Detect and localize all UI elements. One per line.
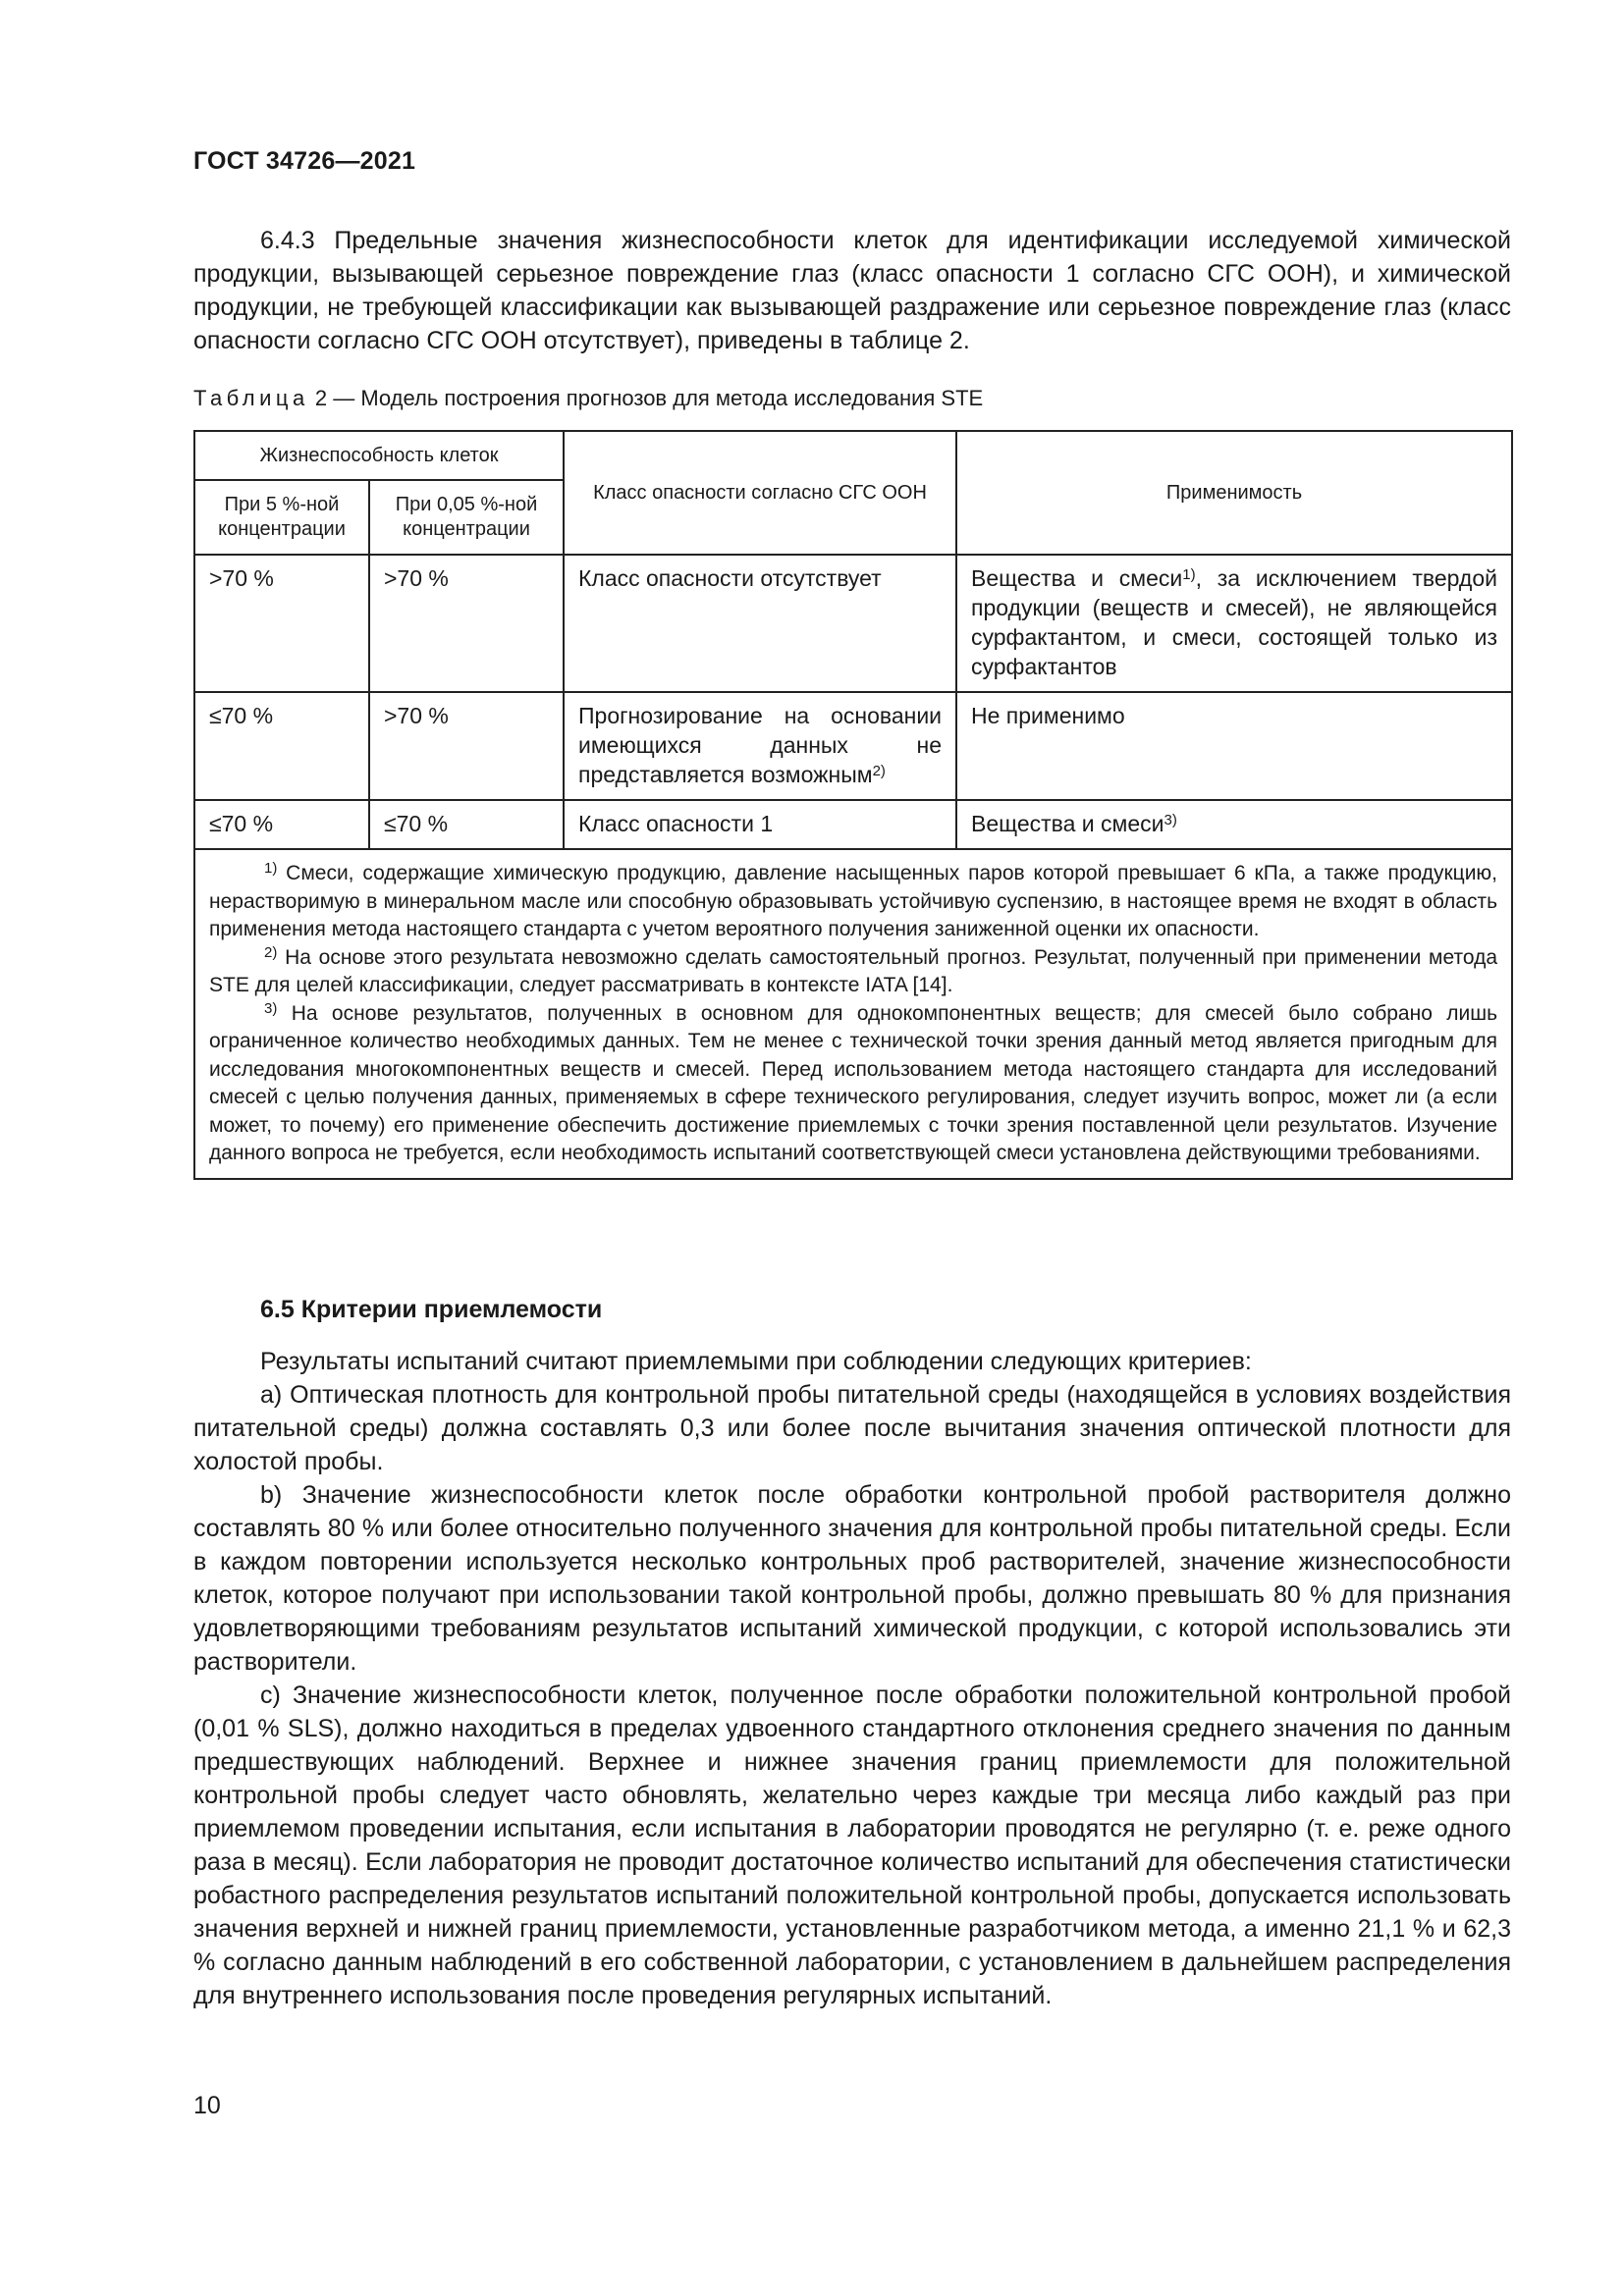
document-header: ГОСТ 34726—2021 [193, 147, 416, 175]
applicability-text: Не применимо [971, 703, 1125, 728]
table-notes-row [194, 849, 1512, 1179]
footnote-mark: 2) [264, 943, 278, 961]
hazard-text: Класс опасности отсутствует [578, 565, 882, 591]
cell-conc-5: ≤70 % [194, 692, 369, 800]
cell-conc-5: >70 % [194, 555, 369, 692]
footnote-2 [209, 944, 1497, 1000]
criteria-intro: Результаты испытаний считают приемлемыми при соблюдении следующих критериев: [260, 1348, 1252, 1375]
criterion-c: c) Значение жизнеспособности клеток, полученное после обработки положительной контрольной пробой (0,01 % SLS), должно находиться в пределах удвоенного стандартного отклонения среднего значения по данным предшествующих наблюдений. Верхнее и нижнее значения границ приемлемости для положительной контрольной пробы следует часто обновлять, желательно через каждые три месяца либо каждый раз при приемлемом проведении испытания, если испытания в лаборатории проводятся не регулярно (т. е. реже одного раза в месяц). Если лаборатория не проводит достаточное количество испытаний для обеспечения статистически робастного распределения результатов испытаний положительной контрольной пробы, допускается использовать значения верхней и нижней границ приемлемости, установленные разработчиком метода, а именно 21,1 % и 62,3 % согласно данным наблюдений в его собственной лаборатории, с установлением в дальнейшем распределения для внутреннего использования после проведения регулярных испытаний. [193, 1682, 1511, 2009]
table-row [194, 692, 1512, 800]
table-row [194, 555, 1512, 692]
footnote-ref: 2) [872, 763, 886, 779]
header-row-1 [194, 431, 1512, 480]
footnote-ref: 1) [1182, 566, 1196, 583]
page-number: 10 [193, 2092, 221, 2119]
applicability-text: Вещества и смеси [971, 565, 1183, 591]
header-conc-5: При 5 %-ной концентрации [194, 480, 369, 555]
header-viability: Жизнеспособность клеток [194, 431, 564, 480]
footnote-text: На основе результатов, полученных в основном для однокомпонентных веществ; для смесей было собрано лишь ограниченное количество необходимых данных. Тем не менее с технической точки зрения данный метод является пригодным для исследования многокомпонентных веществ и смесей. Перед использованием метода настоящего стандарта для исследований смесей с целью получения данных, применяемых в сфере технического регулирования, следует изучить вопрос, может ли (а если может, то почему) его применение обеспечить достижение приемлемых с точки зрения поставленной цели результатов. Изучение данного вопроса не требуется, если необходимость испытаний соответствующей смеси установлена действующими требованиями. [209, 1001, 1498, 1164]
paragraph-6-4-3: 6.4.3 Предельные значения жизнеспособности клеток для идентификации исследуемой химической продукции, вызывающей серьезное повреждение глаз (класс опасности 1 согласно СГС ООН), и химической продукции, не требующей классификации как вызывающей раздражение или серьезное повреждение глаз (класс опасности согласно СГС ООН отсутствует), приведены в таблице 2. [193, 227, 1511, 354]
footnote-mark: 3) [264, 999, 278, 1017]
footnote-1 [209, 860, 1497, 944]
cell-hazard [564, 555, 956, 692]
cell-conc-005: >70 % [369, 692, 564, 800]
section-heading: 6.5 Критерии приемлемости [260, 1296, 603, 1323]
cell-conc-5: ≤70 % [194, 800, 369, 849]
cell-applicability [956, 800, 1512, 849]
criterion-a: a) Оптическая плотность для контрольной пробы питательной среды (находящейся в условиях воздействия питательной среды) должна составлять 0,3 или более после вычитания значения оптической плотности для холостой пробы. [193, 1381, 1511, 1475]
hazard-text: Прогнозирование на основании имеющихся данных не представляется возможным [578, 703, 943, 787]
cell-hazard [564, 800, 956, 849]
header-applicability: Применимость [956, 431, 1512, 555]
cell-applicability [956, 692, 1512, 800]
table-caption-text: 2 — Модель построения прогнозов для метода исследования STE [308, 386, 984, 410]
header-conc-005: При 0,05 %-ной концентрации [369, 480, 564, 555]
table-row [194, 800, 1512, 849]
footnote-text: Смеси, содержащие химическую продукцию, давление насыщенных паров которой превышает 6 кПа, а также продукцию, нерастворимую в минеральном масле или способную образовывать устойчивую суспензию, в настоящее время не входят в область применения метода настоящего стандарта с учетом вероятного получения заниженной оценки их опасности. [209, 862, 1498, 940]
intro-section [193, 224, 1511, 357]
prediction-model-table [193, 430, 1513, 1180]
footnote-text: На основе этого результата невозможно сделать самостоятельный прогноз. Результат, полученный при применении метода STE для целей классификации, следует рассматривать в контексте IATA [14]. [209, 945, 1498, 996]
footnote-3 [209, 1000, 1497, 1168]
criterion-b: b) Значение жизнеспособности клеток после обработки контрольной пробой растворителя должно составлять 80 % или более относительно полученного значения для контрольной пробы питательной среды. Если в каждом повторении используется несколько контрольных проб растворителей, значение жизнеспособности клеток, которое получают при использовании такой контрольной пробы, должно превышать 80 % для признания удовлетворяющими требованиям результатов испытаний химической продукции, с которой использовались эти растворители. [193, 1481, 1511, 1676]
footnote-mark: 1) [264, 860, 278, 877]
cell-applicability [956, 555, 1512, 692]
header-hazard-class: Класс опасности согласно СГС ООН [564, 431, 956, 555]
applicability-continuation: , за исключением твердой продукции (веществ и смесей), не являющейся сурфактантом, и смеси, состоящей только из сурфактантов [971, 565, 1498, 679]
table-notes [194, 849, 1512, 1179]
hazard-text: Класс опасности 1 [578, 811, 774, 836]
footnote-ref: 3) [1164, 812, 1177, 828]
table-caption-label: Таблица [193, 386, 309, 410]
applicability-text: Вещества и смеси [971, 811, 1164, 836]
criteria-section [193, 1345, 1511, 2012]
cell-hazard [564, 692, 956, 800]
cell-conc-005: ≤70 % [369, 800, 564, 849]
cell-conc-005: >70 % [369, 555, 564, 692]
table-caption [193, 385, 983, 412]
